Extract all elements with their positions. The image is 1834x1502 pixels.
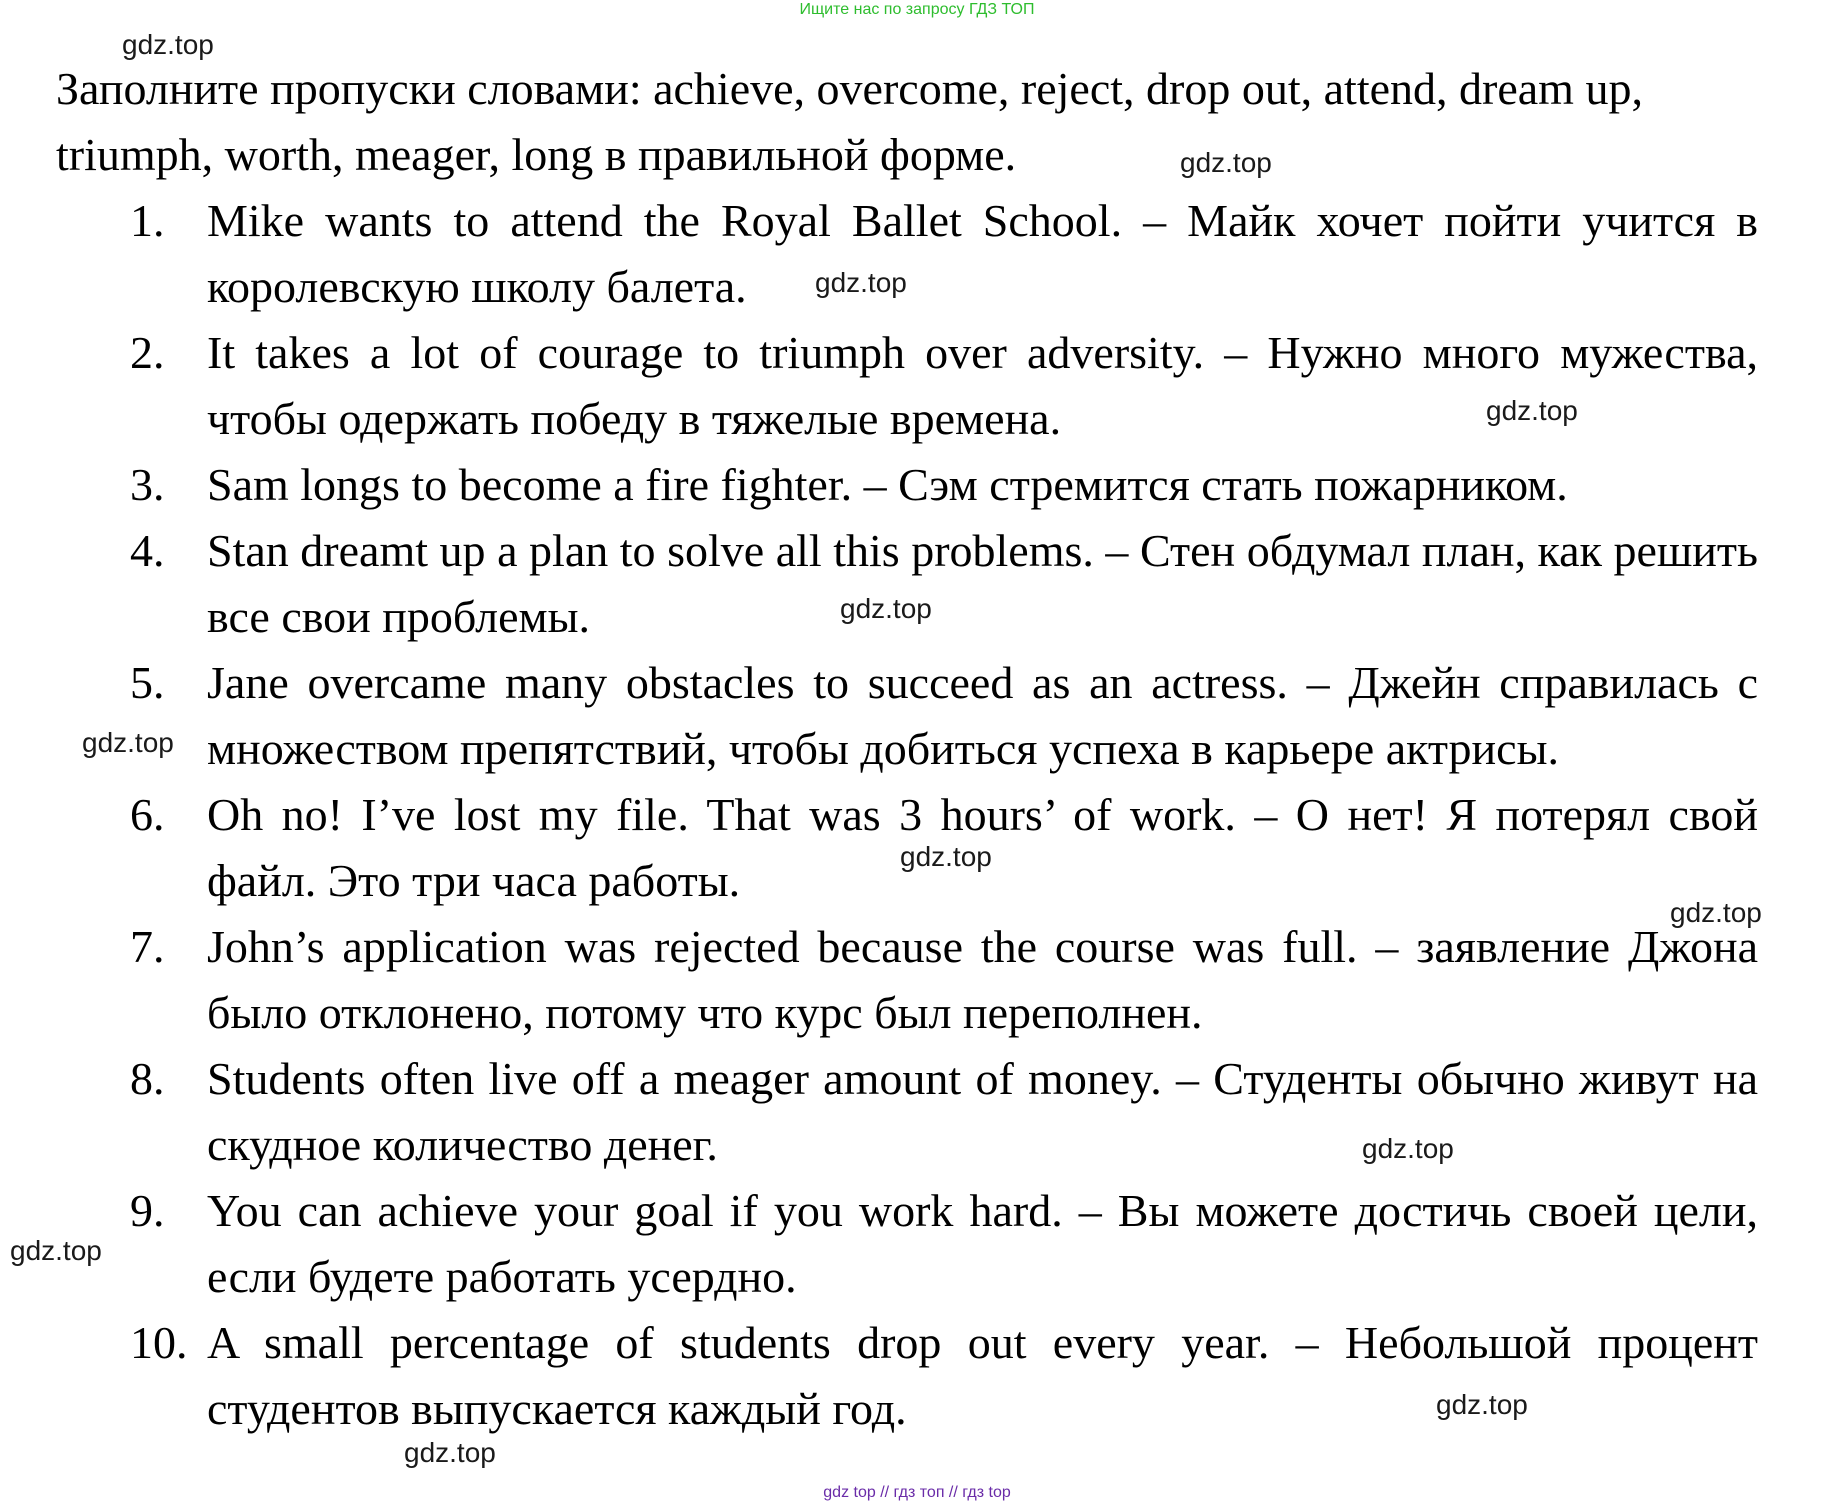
item-number: 9. [130,1185,165,1236]
item-text: Students often live off a meager amount of money. – Студенты обычно живут на скудное количество денег. [207,1053,1758,1170]
item-text: Stan dreamt up a plan to solve all this problems. – Стен обдумал план, как решить все свои проблемы. [207,525,1758,642]
item-number: 1. [130,195,165,246]
list-item [56,1178,1796,1310]
watermark: gdz.top [1362,1133,1454,1164]
item-text: You can achieve your goal if you work hard. – Вы можете достичь своей цели, если будете работать усердно. [207,1185,1758,1302]
item-number: 10. [130,1317,188,1368]
item-number: 2. [130,327,165,378]
list-item [56,650,1796,782]
watermark: gdz.top [1670,897,1762,928]
list-item [56,914,1796,1046]
item-number: 3. [130,459,165,510]
watermark: gdz.top [1436,1389,1528,1420]
item-number: 7. [130,921,165,972]
watermark: gdz.top [900,841,992,872]
item-number: 6. [130,789,165,840]
item-text: It takes a lot of courage to triumph over adversity. – Нужно много мужества, чтобы одержать победу в тяжелые времена. [207,327,1758,444]
item-number: 8. [130,1053,165,1104]
bottom-banner: gdz top // гдз топ // гдз top [823,1484,1011,1501]
top-banner: Ищите нас по запросу ГДЗ ТОП [799,1,1035,18]
watermark: gdz.top [840,593,932,624]
item-text: Jane overcame many obstacles to succeed as an actress. – Джейн справилась с множеством препятствий, чтобы добиться успеха в карьере актрисы. [207,657,1758,774]
watermark: gdz.top [404,1437,496,1468]
item-number: 5. [130,657,165,708]
list-item [56,1310,1796,1442]
watermark: gdz.top [122,29,214,60]
item-text: Oh no! I’ve lost my file. That was 3 hours’ of work. – О нет! Я потерял свой файл. Это три часа работы. [207,789,1758,906]
item-text: Sam longs to become a fire fighter. – Сэм стремится стать пожарником. [207,459,1568,510]
answer-list [56,188,1796,1442]
instruction-text: Заполните пропуски словами: achieve, overcome, reject, drop out, attend, dream up, triumph, worth, meager, long в правильной форме. [56,63,1643,180]
list-item [56,320,1796,452]
watermark: gdz.top [10,1235,102,1266]
watermark: gdz.top [1486,395,1578,426]
document-body [56,56,1796,1442]
watermark: gdz.top [815,267,907,298]
watermark: gdz.top [82,727,174,758]
item-text: A small percentage of students drop out every year. – Небольшой процент студентов выпускается каждый год. [207,1317,1758,1434]
list-item [56,518,1796,650]
item-number: 4. [130,525,165,576]
item-text: John’s application was rejected because the course was full. – заявление Джона было отклонено, потому что курс был переполнен. [207,921,1758,1038]
item-text: Mike wants to attend the Royal Ballet School. – Майк хочет пойти учится в королевскую школу балета. [207,195,1758,312]
watermark: gdz.top [1180,147,1272,178]
list-item [56,452,1796,518]
list-item [56,188,1796,320]
list-item [56,1046,1796,1178]
